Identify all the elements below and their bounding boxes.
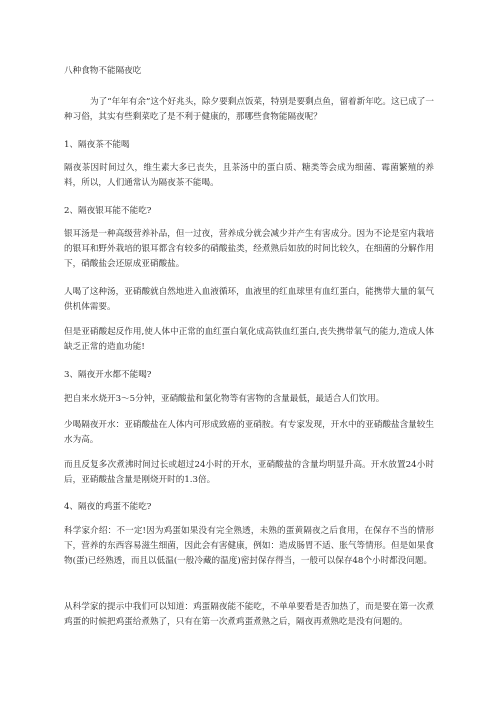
section-4-heading: 4、隔夜的鸡蛋不能吃? (64, 502, 152, 512)
section-2-paragraph-1: 银耳汤是一种高级营养补品，但一过夜，营养成分就会减少并产生有害成分。因为不论是室内栽培的银耳和野外栽培的银耳都含有较多的硝酸盐类，经煮熟后如放的时间比较久，在细菌的分解作用下，硝酸盐会还原成亚硝酸盐。 (64, 229, 434, 269)
section-2-paragraph-3: 但是亚硝酸起反作用,使人体中正常的血红蛋白氧化成高铁血红蛋白,丧失携带氧气的能力,造成人体缺乏正常的造血功能! (64, 327, 434, 352)
section-3-paragraph-2: 少喝隔夜开水：亚硝酸盐在人体内可形成致癌的亚硝胺。有专家发现，开水中的亚硝酸盐含量较生水为高。 (64, 420, 434, 445)
section-1-paragraph-1: 隔夜茶因时间过久，维生素大多已丧失，且茶汤中的蛋白质、糖类等会成为细菌、霉菌繁殖的养料，所以，人们通常认为隔夜茶不能喝。 (64, 163, 434, 188)
section-4-paragraph-2: 从科学家的提示中我们可以知道：鸡蛋隔夜能不能吃，不单单要看是否加热了，而是要在第一次煮鸡蛋的时候把鸡蛋给煮熟了，只有在第一次煮鸡蛋煮熟之后，隔夜再煮熟吃是没有问题的。 (64, 602, 434, 627)
section-3-paragraph-1: 把自来水烧开3～5分钟，亚硝酸盐和氯化物等有害物的含量最低，最适合人们饮用。 (64, 394, 385, 404)
section-2-heading: 2、隔夜银耳能不能吃? (64, 206, 152, 216)
section-1-heading: 1、隔夜茶不能喝 (64, 140, 130, 150)
section-2-paragraph-2: 人喝了这种汤，亚硝酸就自然地进入血液循环，血液里的红血球里有血红蛋白，能携带大量的氧气供机体需要。 (64, 287, 434, 312)
section-3-heading: 3、隔夜开水都不能喝? (64, 370, 152, 380)
section-4-paragraph-1: 科学家介绍：不一定!因为鸡蛋如果没有完全熟透，未熟的蛋黄隔夜之后食用，在保存不当的情形下，营养的东西容易滋生细菌，因此会有害健康，例如：造成肠胃不适、胀气等情形。但是如果食物(蛋)已经熟透，而且以低温(一般冷藏的温度)密封保存得当，一般可以保存48个小时都没问题。 (64, 526, 434, 566)
intro-paragraph: 为了“年年有余”这个好兆头，除夕要剩点饭菜，特别是要剩点鱼，留着新年吃。这已成了一种习俗，其实有些剩菜吃了是不利于健康的，那哪些食物能隔夜呢？ (64, 97, 434, 122)
section-3-paragraph-3: 而且反复多次煮沸时间过长或超过24小时的开水，亚硝酸盐的含量均明显升高。开水放置24小时后，亚硝酸盐含量是刚烧开时的1.3倍。 (64, 460, 434, 485)
document-title: 八种食物不能隔夜吃 (64, 66, 142, 76)
